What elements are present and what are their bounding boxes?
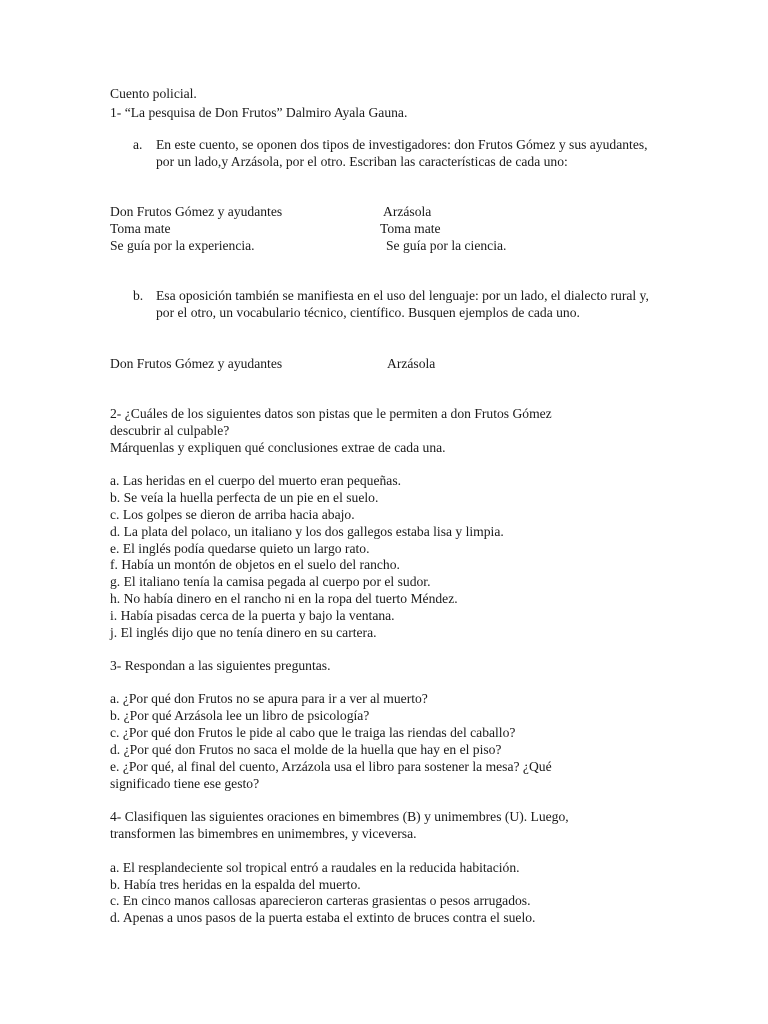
list-item: a. El resplandeciente sol tropical entró a raudales en la reducida habitación. <box>110 860 520 875</box>
question-2-line1: 2- ¿Cuáles de los siguientes datos son pistas que le permiten a don Frutos Gómez <box>110 406 552 421</box>
question-4-line2: transformen las bimembres en unimembres, y viceversa. <box>110 826 417 841</box>
list-item: i. Había pisadas cerca de la puerta y bajo la ventana. <box>110 608 395 623</box>
list-item: c. En cinco manos callosas aparecieron carteras grasientas o pesos arrugados. <box>110 893 531 908</box>
list-item: f. Había un montón de objetos en el suelo del rancho. <box>110 557 400 572</box>
table-1a-right-header: Arzásola <box>383 204 432 219</box>
list-item: g. El italiano tenía la camisa pegada al cuerpo por el sudor. <box>110 574 431 589</box>
table-1a-left-header: Don Frutos Gómez y ayudantes <box>110 204 283 219</box>
list-item: h. No había dinero en el rancho ni en la ropa del tuerto Méndez. <box>110 591 458 606</box>
question-2-instruction: Márquenlas y expliquen qué conclusiones extrae de cada una. <box>110 440 446 455</box>
list-item: e. El inglés podía quedarse quieto un largo rato. <box>110 541 370 556</box>
list-item: b. ¿Por qué Arzásola lee un libro de psicología? <box>110 708 370 723</box>
question-4-line1: 4- Clasifiquen las siguientes oraciones en bimembres (B) y unimembres (U). Luego, <box>110 809 569 824</box>
list-item: e. ¿Por qué, al final del cuento, Arzázola usa el libro para sostener la mesa? ¿Qué <box>110 759 552 774</box>
list-item: a. ¿Por qué don Frutos no se apura para ir a ver al muerto? <box>110 691 428 706</box>
list-item: j. El inglés dijo que no tenía dinero en su cartera. <box>110 625 377 640</box>
question-1b-text: Esa oposición también se manifiesta en el uso del lenguaje: por un lado, el dialecto rural y, por el otro, un vocabulario técnico, científico. Busquen ejemplos de cada uno. <box>156 288 649 320</box>
list-item: a. Las heridas en el cuerpo del muerto eran pequeñas. <box>110 473 402 488</box>
table-1a-row1-left: Toma mate <box>110 221 171 236</box>
list-item: c. Los golpes se dieron de arriba hacia abajo. <box>110 507 355 522</box>
list-item: b. Se veía la huella perfecta de un pie en el suelo. <box>110 490 379 505</box>
document-title: Cuento policial. <box>110 86 197 101</box>
table-1a-row2-left: Se guía por la experiencia. <box>110 238 255 253</box>
item-marker-1a: a. <box>133 137 143 152</box>
list-item: d. Apenas a unos pasos de la puerta estaba el extinto de bruces contra el suelo. <box>110 910 536 925</box>
list-item: d. La plata del polaco, un italiano y los dos gallegos estaba lisa y limpia. <box>110 524 504 539</box>
list-item: d. ¿Por qué don Frutos no saca el molde de la huella que hay en el piso? <box>110 742 502 757</box>
table-1b-right-header: Arzásola <box>387 356 436 371</box>
table-1a-row1-right: Toma mate <box>380 221 441 236</box>
table-1b-left-header: Don Frutos Gómez y ayudantes <box>110 356 283 371</box>
question-3: 3- Respondan a las siguientes preguntas. <box>110 658 331 673</box>
story-reference: 1- “La pesquisa de Don Frutos” Dalmiro Ayala Gauna. <box>110 105 408 120</box>
list-item: c. ¿Por qué don Frutos le pide al cabo que le traiga las riendas del caballo? <box>110 725 516 740</box>
question-1a-text: En este cuento, se oponen dos tipos de investigadores: don Frutos Gómez y sus ayudantes, por un lado,y Arzásola, por el otro. Escriban las características de cada uno: <box>156 137 648 169</box>
list-item: b. Había tres heridas en la espalda del muerto. <box>110 877 361 892</box>
list-item-continuation: significado tiene ese gesto? <box>110 776 260 791</box>
question-2-line2: descubrir al culpable? <box>110 423 230 438</box>
table-1a-row2-right: Se guía por la ciencia. <box>386 238 507 253</box>
item-marker-1b: b. <box>133 288 144 303</box>
